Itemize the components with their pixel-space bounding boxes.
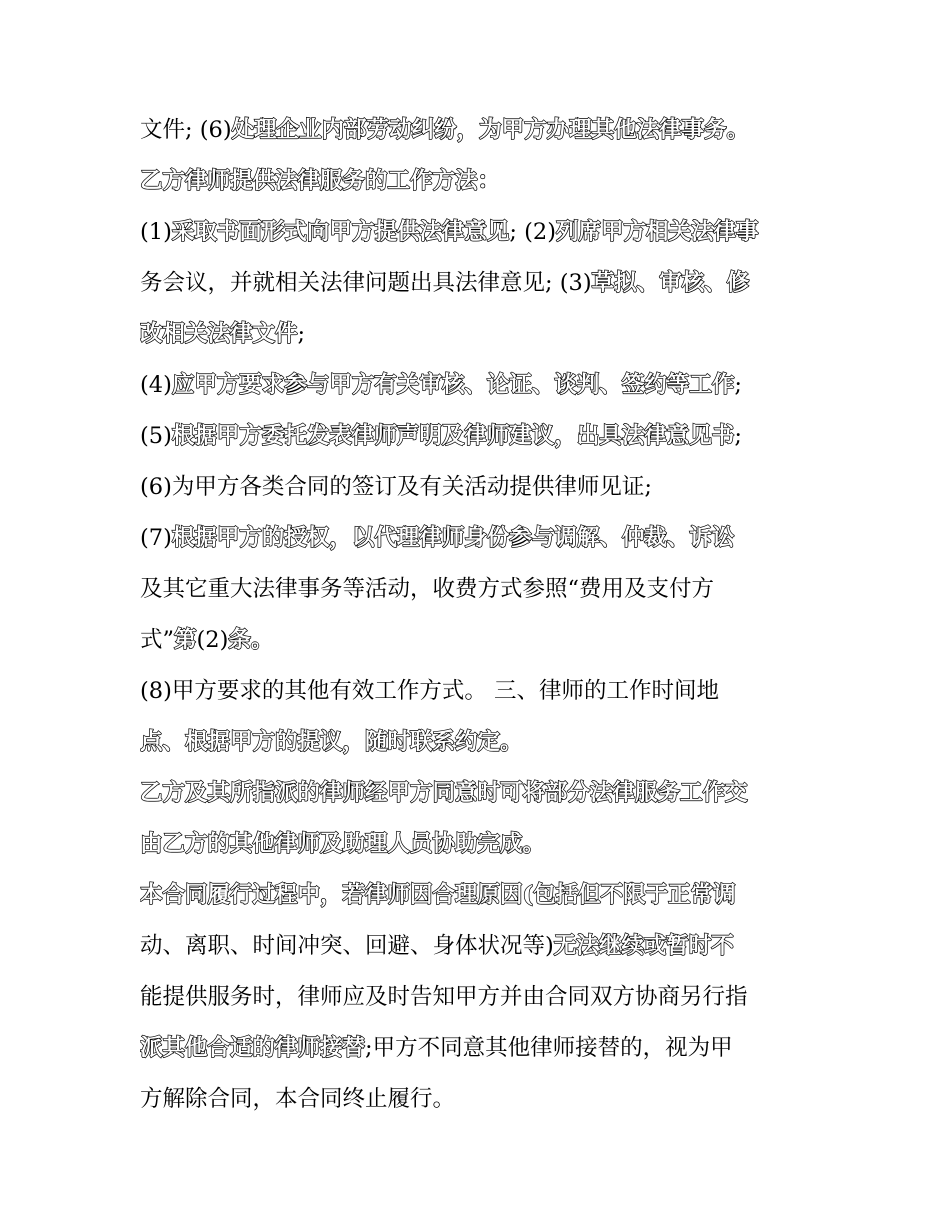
text-segment: (2)	[196, 627, 229, 653]
text-line	[140, 921, 820, 972]
outlined-text-segment: 本合同履行过程中，若律师因合理原因(包括但不限于正常调	[140, 882, 736, 908]
outlined-text-segment: 第	[174, 627, 197, 653]
text-line	[140, 258, 820, 309]
text-segment: 能提供服务时，律师应及时告知甲方并由合同双方协商另行指	[140, 984, 748, 1010]
outlined-text-segment: 采取书面形式向甲方提供法律意见	[171, 219, 510, 245]
text-line	[140, 564, 820, 615]
outlined-text-segment: 处理企业内部劳动纠纷，为甲方办理其他法律事务。	[231, 117, 750, 143]
outlined-text-segment: 由乙方的其他律师及助理人员协助完成。	[140, 831, 546, 857]
text-line	[140, 717, 820, 768]
text-segment: 式”	[140, 627, 175, 653]
text-line	[140, 768, 820, 819]
text-line	[140, 309, 820, 360]
text-line	[140, 666, 820, 717]
text-line	[140, 105, 820, 156]
outlined-text-segment: 根据甲方委托发表律师声明及律师建议，出具法律意见书	[171, 423, 735, 449]
text-segment: 务会议，并就相关法律问题出具法律意见; (3)	[140, 270, 592, 296]
text-line	[140, 513, 820, 564]
text-segment: (5)	[140, 423, 172, 449]
text-line	[140, 972, 820, 1023]
outlined-text-segment: 列席甲方相关法律事	[556, 219, 759, 245]
outlined-text-segment: 应甲方要求参与甲方有关审核、论证、谈判、签约等工作	[171, 372, 735, 398]
text-segment: ;甲方不同意其他律师接替的，视为甲	[365, 1035, 733, 1061]
outlined-text-segment: 乙方及其所指派的律师经甲方同意时可将部分法律服务工作交	[140, 780, 748, 806]
text-line	[140, 156, 820, 207]
text-segment: (4)	[140, 372, 172, 398]
text-line	[140, 1023, 820, 1074]
text-segment: 文件; (6)	[140, 117, 232, 143]
text-line	[140, 207, 820, 258]
outlined-text-segment: 草拟、审核、修	[591, 270, 750, 296]
text-segment: (6)为甲方各类合同的签订及有关活动提供律师见证;	[140, 474, 652, 500]
text-segment: 方解除合同，本合同终止履行。	[140, 1086, 456, 1112]
outlined-text-segment: 改相关法律文件	[140, 321, 298, 347]
text-line	[140, 870, 820, 921]
outlined-text-segment: 乙方律师提供法律服务的工作方法：	[140, 168, 501, 194]
outlined-text-segment: 条。	[228, 627, 274, 653]
outlined-text-segment: 派其他合适的律师接替	[140, 1035, 366, 1061]
text-line	[140, 819, 820, 870]
text-segment: ;	[297, 321, 306, 347]
outlined-text-segment: 无法继续或暂时不	[553, 933, 734, 959]
text-segment: (1)	[140, 219, 172, 245]
text-segment: ;	[734, 372, 742, 398]
document-body	[140, 105, 820, 1125]
text-line	[140, 615, 820, 666]
text-segment: (8)甲方要求的其他有效工作方式。 三、律师的工作时间地	[140, 678, 720, 704]
text-segment: 及其它重大法律事务等活动，收费方式参照“费用及支付方	[140, 576, 715, 602]
text-line	[140, 462, 820, 513]
text-segment: (7)	[140, 525, 172, 551]
outlined-text-segment: 根据甲方的授权，以代理律师身份参与调解、仲裁、诉讼	[171, 525, 735, 551]
text-line	[140, 360, 820, 411]
text-segment: ;	[734, 423, 742, 449]
text-line	[140, 411, 820, 462]
text-segment: 动、离职、时间冲突、回避、身体状况等)	[140, 933, 554, 959]
outlined-text-segment: 点、根据甲方的提议，随时联系约定。	[140, 729, 523, 755]
text-segment: ; (2)	[509, 219, 556, 245]
text-line	[140, 1074, 820, 1125]
